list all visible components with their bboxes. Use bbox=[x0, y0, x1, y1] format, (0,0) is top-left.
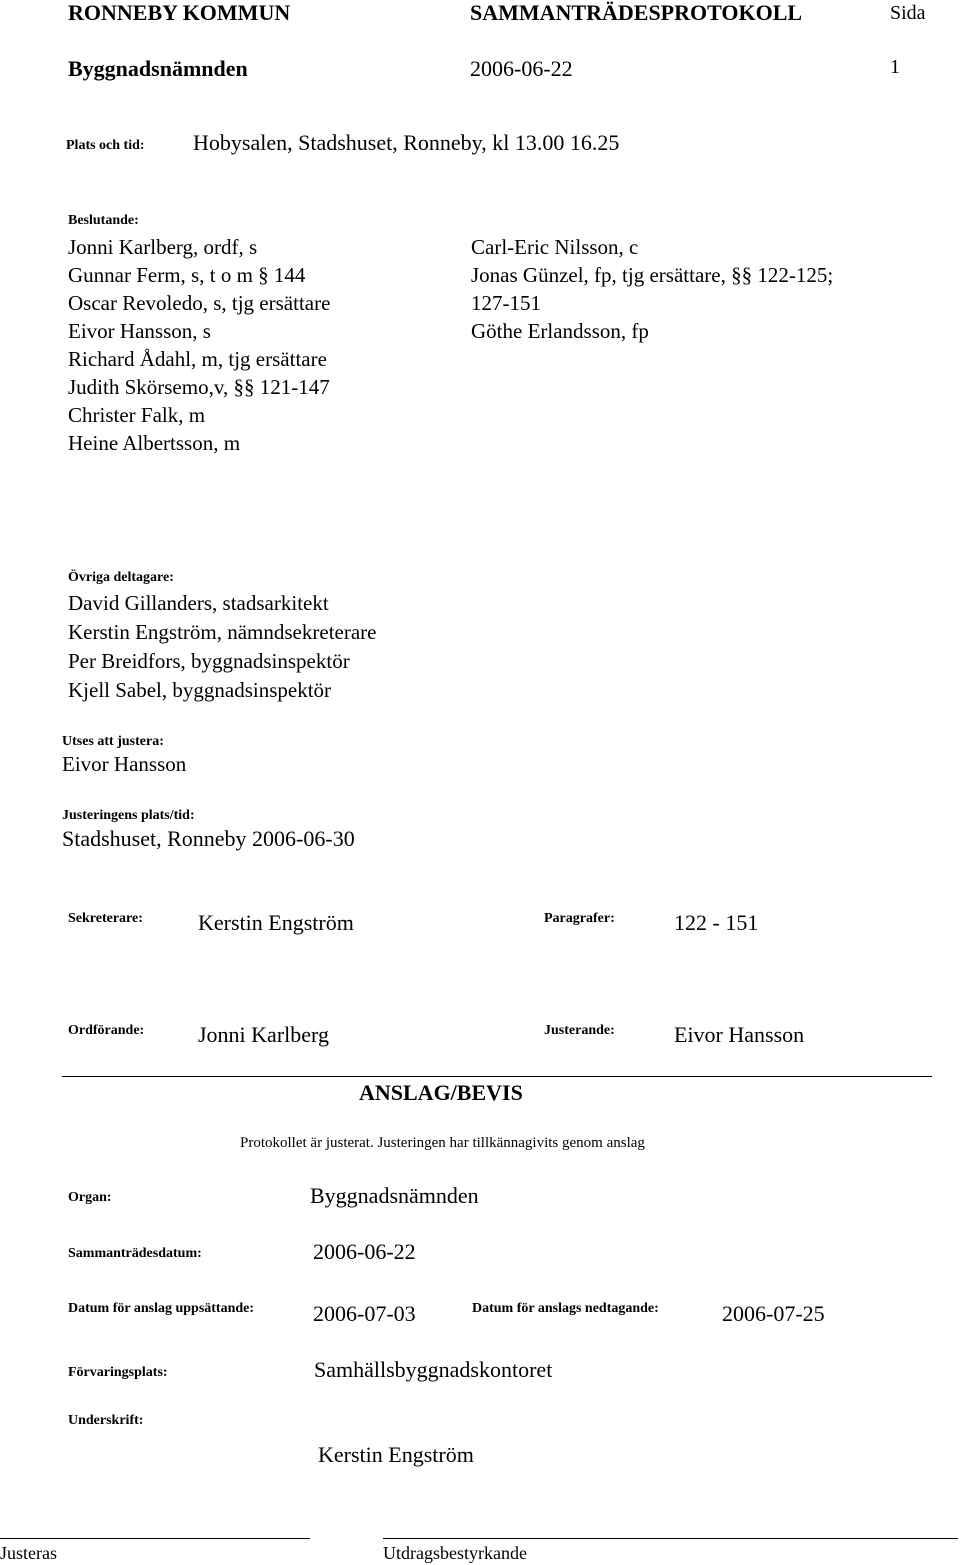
adjuster-value: Eivor Hansson bbox=[62, 752, 187, 776]
footer-adjust-label: Justeras bbox=[0, 1543, 57, 1563]
list-item: Gunnar Ferm, s, t o m § 144 bbox=[68, 263, 306, 287]
list-item: Göthe Erlandsson, fp bbox=[471, 319, 649, 343]
list-item: Jonni Karlberg, ordf, s bbox=[68, 235, 258, 259]
list-item: 127-151 bbox=[471, 291, 541, 315]
list-item: Carl-Eric Nilsson, c bbox=[471, 235, 639, 259]
list-item: Eivor Hansson, s bbox=[68, 319, 211, 343]
chair-name: Jonni Karlberg bbox=[198, 1022, 329, 1047]
notice-divider bbox=[62, 1076, 932, 1077]
committee-name: Byggnadsnämnden bbox=[68, 56, 248, 81]
footer-line-right bbox=[383, 1538, 958, 1539]
list-item: Per Breidfors, byggnadsinspektör bbox=[68, 649, 350, 673]
list-item: Christer Falk, m bbox=[68, 403, 206, 427]
signature-label: Underskrift: bbox=[68, 1413, 144, 1428]
notice-title: ANSLAG/BEVIS bbox=[359, 1080, 523, 1105]
document-type: SAMMANTRÄDESPROTOKOLL bbox=[470, 0, 803, 25]
place-label: Plats och tid: bbox=[66, 138, 145, 153]
decision-makers-right bbox=[471, 233, 833, 345]
list-item: Richard Ådahl, m, tjg ersättare bbox=[68, 347, 327, 371]
adjuster-sign-label: Justerande: bbox=[544, 1023, 615, 1038]
chair-label: Ordförande: bbox=[68, 1023, 145, 1038]
organ-value: Byggnadsnämnden bbox=[310, 1183, 479, 1208]
adjust-place-value: Stadshuset, Ronneby 2006-06-30 bbox=[62, 826, 355, 851]
other-participants-label: Övriga deltagare: bbox=[68, 570, 174, 585]
list-item: Heine Albertsson, m bbox=[68, 431, 241, 455]
footer-certify-label: Utdragsbestyrkande bbox=[383, 1543, 527, 1563]
list-item: Kjell Sabel, byggnadsinspektör bbox=[68, 678, 332, 702]
paragraphs-value: 122 - 151 bbox=[674, 910, 759, 935]
org-name: RONNEBY KOMMUN bbox=[68, 0, 291, 25]
list-item: Judith Skörsemo,v, §§ 121-147 bbox=[68, 375, 330, 399]
list-item: Kerstin Engström, nämndsekreterare bbox=[68, 620, 377, 644]
footer-line-left bbox=[0, 1538, 310, 1539]
signature-value: Kerstin Engström bbox=[318, 1442, 474, 1467]
meeting-date-label: Sammanträdesdatum: bbox=[68, 1246, 202, 1261]
storage-label: Förvaringsplats: bbox=[68, 1365, 168, 1380]
place-value: Hobysalen, Stadshuset, Ronneby, kl 13.00 16.25 bbox=[193, 130, 620, 155]
removed-date-value: 2006-07-25 bbox=[722, 1301, 825, 1326]
list-item: Oscar Revoledo, s, tjg ersättare bbox=[68, 291, 331, 315]
notice-statement: Protokollet är justerat. Justeringen har tillkännagivits genom anslag bbox=[240, 1135, 645, 1151]
storage-value: Samhällsbyggnadskontoret bbox=[314, 1357, 553, 1382]
other-participants-list bbox=[68, 589, 376, 705]
decision-makers-label: Beslutande: bbox=[68, 213, 139, 228]
page-label: Sida bbox=[890, 2, 926, 24]
adjuster-label: Utses att justera: bbox=[62, 734, 164, 749]
secretary-label: Sekreterare: bbox=[68, 911, 143, 926]
posted-date-value: 2006-07-03 bbox=[313, 1301, 416, 1326]
meeting-date-value: 2006-06-22 bbox=[313, 1239, 416, 1264]
page-number: 1 bbox=[890, 56, 900, 78]
list-item: David Gillanders, stadsarkitekt bbox=[68, 591, 329, 615]
organ-label: Organ: bbox=[68, 1190, 112, 1205]
decision-makers-left bbox=[68, 233, 330, 457]
removed-date-label: Datum för anslags nedtagande: bbox=[472, 1301, 659, 1316]
meeting-date: 2006-06-22 bbox=[470, 56, 573, 81]
adjuster-sign-name: Eivor Hansson bbox=[674, 1022, 805, 1047]
adjust-place-label: Justeringens plats/tid: bbox=[62, 808, 195, 823]
paragraphs-label: Paragrafer: bbox=[544, 911, 615, 926]
posted-date-label: Datum för anslag uppsättande: bbox=[68, 1301, 255, 1316]
list-item: Jonas Günzel, fp, tjg ersättare, §§ 122-125; bbox=[471, 263, 834, 287]
secretary-name: Kerstin Engström bbox=[198, 910, 354, 935]
